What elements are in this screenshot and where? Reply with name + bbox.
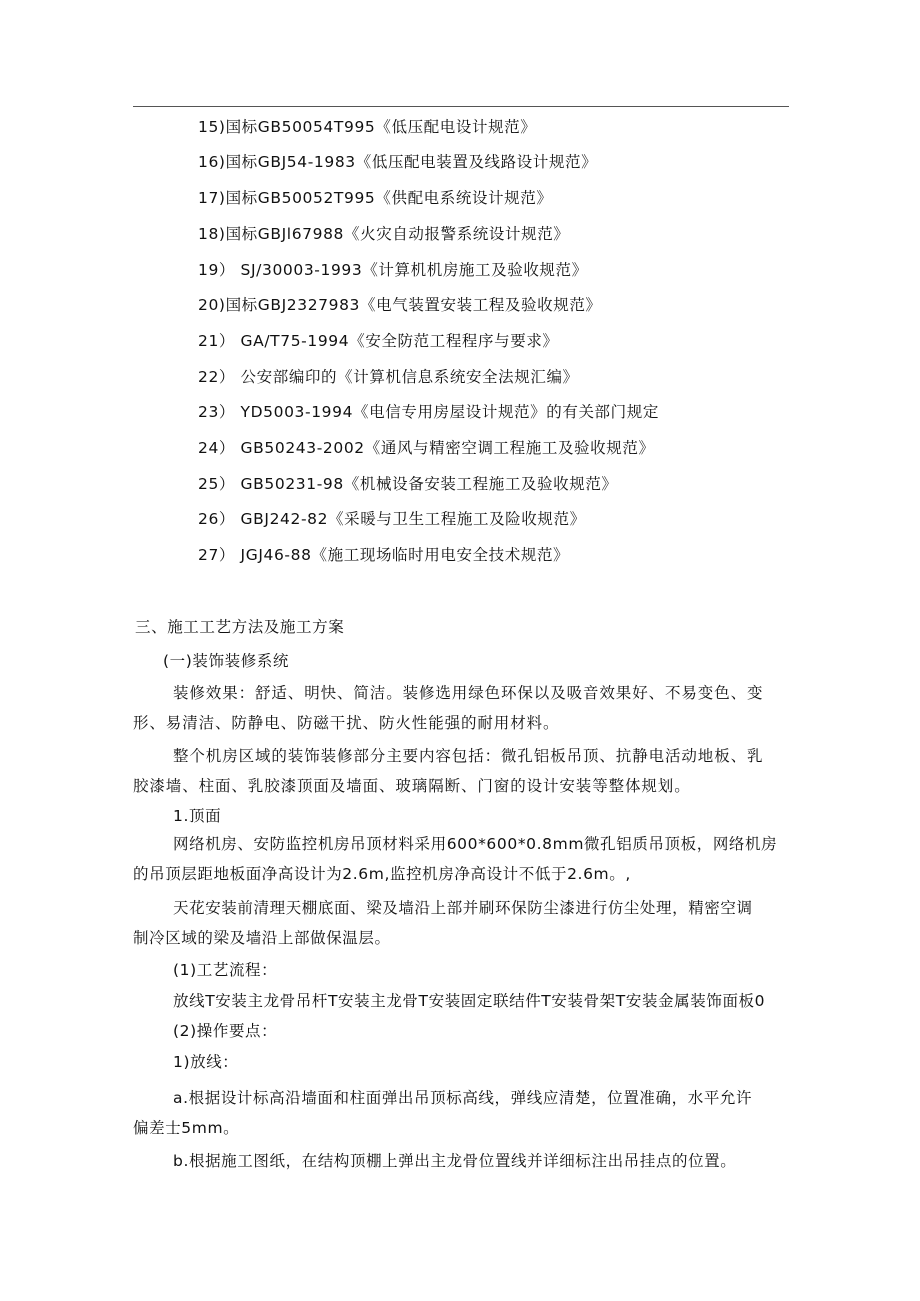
reference-item: 19） SJ/30003-1993《计算机机房施工及验收规范》 <box>198 261 588 279</box>
reference-item: 22） 公安部编印的《计算机信息系统安全法规汇编》 <box>198 368 579 386</box>
item-heading: 1)放线： <box>173 1053 239 1071</box>
reference-item: 20)国标GBJ2327983《电气装置安装工程及验收规范》 <box>198 296 602 314</box>
paragraph-line: 形、易清洁、防静电、防磁干扰、防火性能强的耐用材料。 <box>133 714 560 732</box>
reference-item: 18)国标GBJl67988《火灾自动报警系统设计规范》 <box>198 225 570 243</box>
paragraph-line: b.根据施工图纸，在结构顶棚上弹出主龙骨位置线并详细标注出吊挂点的位置。 <box>173 1152 737 1170</box>
paragraph-line: 制冷区域的梁及墙沿上部做保温层。 <box>133 929 391 947</box>
reference-item: 23） YD5003-1994《电信专用房屋设计规范》的有关部门规定 <box>198 403 659 421</box>
paragraph-line: 天花安装前清理天棚底面、梁及墙沿上部并刷环保防尘漆进行仿尘处理，精密空调 <box>173 899 753 917</box>
reference-item: 27） JGJ46-88《施工现场临时用电安全技术规范》 <box>198 546 570 564</box>
section-heading: 三、施工工艺方法及施工方案 <box>135 618 345 636</box>
paragraph-line: a.根据设计标高沿墙面和柱面弹出吊顶标高线，弹线应清楚，位置准确，水平允许 <box>173 1089 753 1107</box>
reference-item: 17)国标GB50052T995《供配电系统设计规范》 <box>198 189 553 207</box>
paragraph-line: 胶漆墙、柱面、乳胶漆顶面及墙面、玻璃隔断、门窗的设计安装等整体规划。 <box>133 777 691 795</box>
item-heading: (2)操作要点： <box>173 1022 278 1040</box>
paragraph-line: 放线T安装主龙骨吊杆T安装主龙骨T安装固定联结件T安装骨架T安装金属装饰面板0 <box>173 992 766 1010</box>
item-heading: (1)工艺流程： <box>173 961 278 979</box>
reference-item: 21） GA/T75-1994《安全防范工程程序与要求》 <box>198 332 559 350</box>
reference-item: 16)国标GBJ54-1983《低压配电装置及线路设计规范》 <box>198 153 598 171</box>
reference-item: 24） GB50243-2002《通风与精密空调工程施工及验收规范》 <box>198 439 655 457</box>
subsection-heading: (一)装饰装修系统 <box>163 652 289 670</box>
reference-item: 26） GBJ242-82《采暖与卫生工程施工及险收规范》 <box>198 510 586 528</box>
reference-item: 25） GB50231-98《机械设备安装工程施工及验收规范》 <box>198 475 618 493</box>
header-rule <box>133 106 789 107</box>
paragraph-line: 的吊顶层距地板面净高设计为2.6m,监控机房净高设计不低于2.6m。, <box>133 865 631 883</box>
paragraph-line: 整个机房区域的装饰装修部分主要内容包括：微孔铝板吊顶、抗静电活动地板、乳 <box>173 747 764 765</box>
paragraph-line: 装修效果：舒适、明快、简洁。装修选用绿色环保以及吸音效果好、不易变色、变 <box>173 684 764 702</box>
item-heading: 1.顶面 <box>173 807 222 825</box>
reference-item: 15)国标GB50054T995《低压配电设计规范》 <box>198 118 537 136</box>
paragraph-line: 网络机房、安防监控机房吊顶材料采用600*600*0.8mm微孔铝质吊顶板，网络机房 <box>173 835 778 853</box>
paragraph-line: 偏差士5mm。 <box>133 1119 240 1137</box>
